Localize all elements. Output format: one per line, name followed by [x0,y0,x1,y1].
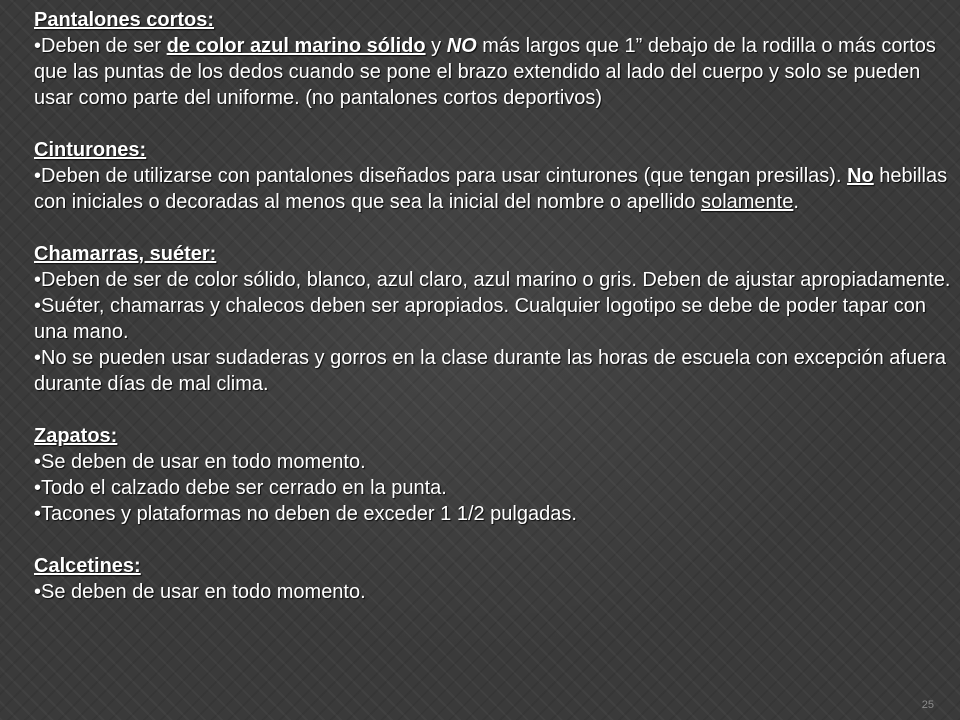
bullet-shoes-2: •Todo el calzado debe ser cerrado en la punta. [34,477,447,499]
section-socks [34,553,952,605]
heading-belts: Cinturones: [34,139,147,161]
bullet-text: . [793,191,799,213]
page-number: 25 [921,699,934,711]
section-belts [34,137,952,215]
bullet-text: •Deben de utilizarse con pantalones diseñados para usar cinturones (que tengan presillas). [34,165,848,187]
emphasis-no-buckles: No [847,165,874,187]
heading-shorts: Pantalones cortos: [34,9,215,31]
bullet-jackets-2: •Suéter, chamarras y chalecos deben ser apropiados. Cualquier logotipo se debe de poder tapar con una mano. [34,295,927,343]
heading-shoes: Zapatos: [34,425,118,447]
section-shorts [34,7,952,111]
heading-jackets: Chamarras, suéter: [34,243,217,265]
emphasis-only: solamente [701,191,794,213]
bullet-jackets-1: •Deben de ser de color sólido, blanco, azul claro, azul marino o gris. Deben de ajustar apropiadamente. [34,269,951,291]
slide-body [34,7,952,605]
emphasis-no: NO [446,35,477,57]
bullet-belts-1 [34,163,952,215]
heading-socks: Calcetines: [34,555,141,577]
bullet-text: y [425,35,447,57]
bullet-jackets-3: •No se pueden usar sudaderas y gorros en la clase durante las horas de escuela con excepción afuera durante días de mal clima. [34,347,947,395]
bullet-socks-1: •Se deben de usar en todo momento. [34,581,366,603]
bullet-text: •Deben de ser [34,35,167,57]
bullet-text: hebillas con iniciales o decoradas al menos que sea la inicial del nombre o apellido [34,165,948,213]
bullet-shoes-1: •Se deben de usar en todo momento. [34,451,366,473]
bullet-text: más largos que 1” debajo de la rodilla o más cortos que las puntas de los dedos cuando se pone el brazo extendido al lado del cuerpo y solo se pueden usar como parte del uniforme. (no pantalones cortos deportivos) [34,35,936,109]
emphasis-solid-navy: de color azul marino sólido [166,35,426,57]
section-shoes [34,423,952,527]
section-jackets [34,241,952,397]
bullet-shoes-3: •Tacones y plataformas no deben de exceder 1 1/2 pulgadas. [34,503,577,525]
bullet-shorts-1 [34,33,952,111]
